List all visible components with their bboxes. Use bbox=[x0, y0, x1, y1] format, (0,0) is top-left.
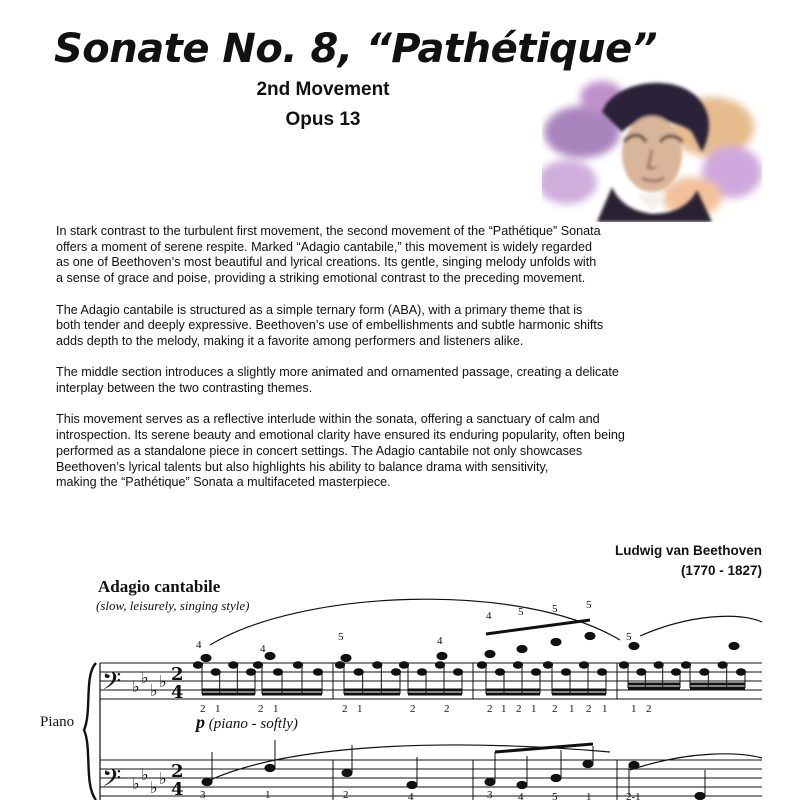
fingering-inner: 1 bbox=[273, 703, 279, 715]
fingering-inner: 1 bbox=[631, 703, 637, 715]
note-head bbox=[619, 662, 628, 669]
composer-name: Ludwig van Beethoven bbox=[614, 543, 762, 558]
time-sig-bottom-lower: 4 bbox=[171, 779, 184, 800]
note-head bbox=[335, 662, 344, 669]
note-head bbox=[513, 662, 522, 669]
note-head bbox=[681, 662, 690, 669]
fingering-inner: 2 bbox=[646, 703, 652, 715]
measure-barlines bbox=[333, 663, 617, 800]
melody-note bbox=[585, 632, 595, 639]
note-head bbox=[211, 669, 220, 676]
fingering-inner: 1 bbox=[602, 703, 608, 715]
fingering-inner: 2 bbox=[342, 703, 348, 715]
fingering-upper: 4 bbox=[196, 639, 202, 651]
fingering-bass: 1 bbox=[586, 791, 592, 800]
svg-text:♭: ♭ bbox=[150, 681, 158, 700]
description-text bbox=[56, 224, 676, 507]
note-head bbox=[391, 669, 400, 676]
fingering-bass: 2 bbox=[343, 789, 349, 800]
fingering-inner: 1 bbox=[569, 703, 575, 715]
tempo-marking: Adagio cantabile bbox=[98, 577, 221, 596]
note-head bbox=[313, 669, 322, 676]
fingering-inner: 1 bbox=[531, 703, 537, 715]
note-head bbox=[399, 662, 408, 669]
fingering-inner: 2 bbox=[516, 703, 522, 715]
fingering-bass: 4 bbox=[518, 791, 524, 800]
fingering-upper: 4 bbox=[437, 635, 443, 647]
note-head bbox=[671, 669, 680, 676]
note-head bbox=[417, 669, 426, 676]
note-head bbox=[561, 669, 570, 676]
dynamic-marking bbox=[196, 712, 298, 733]
fingering-inner: 2 bbox=[552, 703, 558, 715]
melody-note bbox=[517, 645, 527, 652]
note-head bbox=[193, 662, 202, 669]
page-title: Sonate No. 8, “Pathétique” bbox=[54, 26, 658, 72]
time-sig-bottom: 4 bbox=[171, 682, 184, 703]
note-head bbox=[354, 669, 363, 676]
fingering-bass: 4 bbox=[408, 791, 414, 800]
melody-note bbox=[437, 652, 447, 659]
fingering-upper: 5 bbox=[552, 603, 558, 615]
fingering-inner: 2 bbox=[410, 703, 416, 715]
fingering-inner: 2 bbox=[487, 703, 493, 715]
note-head bbox=[229, 662, 238, 669]
dynamic-description: (piano - softly) bbox=[208, 716, 298, 732]
note-head bbox=[453, 669, 462, 676]
fingering-upper: 5 bbox=[626, 631, 632, 643]
fingering-inner: 2 bbox=[200, 703, 206, 715]
tempo-description: (slow, leisurely, singing style) bbox=[96, 598, 250, 613]
bass-clef-upper-icon: 𝄢 bbox=[102, 667, 122, 702]
fingering-bass: 1 bbox=[265, 789, 271, 800]
bass-clef-lower-icon: 𝄢 bbox=[102, 764, 122, 799]
note-head bbox=[435, 662, 444, 669]
svg-text:♭: ♭ bbox=[150, 778, 158, 797]
fingering-bass: 2-1 bbox=[626, 791, 641, 800]
note-head bbox=[246, 669, 255, 676]
note-head bbox=[495, 669, 504, 676]
note-head bbox=[253, 662, 262, 669]
opus-subtitle: Opus 13 bbox=[285, 109, 361, 130]
melody-note bbox=[485, 650, 495, 657]
fingering-upper: 5 bbox=[586, 599, 592, 611]
melody-note bbox=[265, 652, 275, 659]
time-sig-top: 2 bbox=[171, 664, 184, 685]
fingering-upper: 4 bbox=[260, 643, 266, 655]
svg-text:♭: ♭ bbox=[159, 769, 167, 788]
fingering-inner: 1 bbox=[215, 703, 221, 715]
svg-text:♭: ♭ bbox=[141, 765, 149, 784]
note-head bbox=[637, 669, 646, 676]
note-head bbox=[477, 662, 486, 669]
fingering-bass: 3 bbox=[487, 789, 493, 800]
note-head bbox=[736, 669, 745, 676]
melody-note bbox=[201, 654, 211, 661]
note-head bbox=[293, 662, 302, 669]
melody-note bbox=[629, 642, 639, 649]
svg-text:♭: ♭ bbox=[159, 672, 167, 691]
key-signature-flats bbox=[132, 668, 167, 797]
svg-text:♭: ♭ bbox=[132, 677, 140, 696]
svg-text:♭: ♭ bbox=[132, 774, 140, 793]
movement-subtitle: 2nd Movement bbox=[256, 79, 390, 100]
note-head bbox=[373, 662, 382, 669]
note-head bbox=[531, 669, 540, 676]
svg-text:♭: ♭ bbox=[141, 668, 149, 687]
melody-note bbox=[341, 654, 351, 661]
instrument-label: Piano bbox=[40, 714, 75, 730]
piano-brace bbox=[84, 663, 96, 800]
note-head bbox=[718, 662, 727, 669]
melody-note bbox=[551, 638, 561, 645]
description-paragraph-2: The Adagio cantabile is structured as a simple ternary form (ABA), with a primary theme that is both tender and deeply expressive. Beethoven’s use of embellishments and subtle harmonic shifts adds depth to the melody, making it a favorite among performers and listeners alike. bbox=[56, 302, 604, 348]
melody-note bbox=[729, 642, 739, 649]
time-sig-top-lower: 2 bbox=[171, 761, 184, 782]
dynamic-symbol: p bbox=[196, 712, 205, 732]
description-paragraph-3: The middle section introduces a slightly more animated and ornamented passage, creating a delicate interplay between the two contrasting themes. bbox=[56, 365, 619, 395]
fingering-upper: 4 bbox=[486, 610, 492, 622]
fingering-inner: 2 bbox=[258, 703, 264, 715]
fingering-upper: 5 bbox=[338, 631, 344, 643]
fingering-inner: 2 bbox=[444, 703, 450, 715]
note-head bbox=[579, 662, 588, 669]
description-paragraph-1: In stark contrast to the turbulent first movement, the second movement of the “Pathétique” Sonata offers a moment of serene respite. Marked “Adagio cantabile,” this movement is widely regarded as one of Beethoven’s most beautiful and lyrical creations. Its gentle, singing melody unfolds with a sense of grace and poise, providing a striking emotional contrast to the preceding movement. bbox=[56, 224, 601, 286]
composer-portrait-image bbox=[542, 72, 762, 222]
fingering-bass: 5 bbox=[552, 791, 558, 800]
fingering-inner: 1 bbox=[357, 703, 363, 715]
fingering-inner: 2 bbox=[586, 703, 592, 715]
upper-staff-notes bbox=[193, 620, 745, 694]
fingering-inner: 1 bbox=[501, 703, 507, 715]
note-head bbox=[543, 662, 552, 669]
note-head bbox=[654, 662, 663, 669]
description-paragraph-4: This movement serves as a reflective interlude within the sonata, offering a sanctuary of calm and introspection. Its serene beauty and emotional clarity have ensured its enduring popularity, often being performed as a standalone piece in concert settings. The Adagio cantabile not only showcases Beethoven’s lyrical talents but also highlights his ability to balance drama with sensitivity, making the “Pathétique” Sonata a multifaceted masterpiece. bbox=[56, 412, 625, 490]
note-head bbox=[273, 669, 282, 676]
fingering-bass: 3 bbox=[200, 789, 206, 800]
composer-dates: (1770 - 1827) bbox=[680, 563, 762, 578]
fingering-upper: 5 bbox=[518, 606, 524, 618]
note-head bbox=[700, 669, 709, 676]
note-head bbox=[597, 669, 606, 676]
